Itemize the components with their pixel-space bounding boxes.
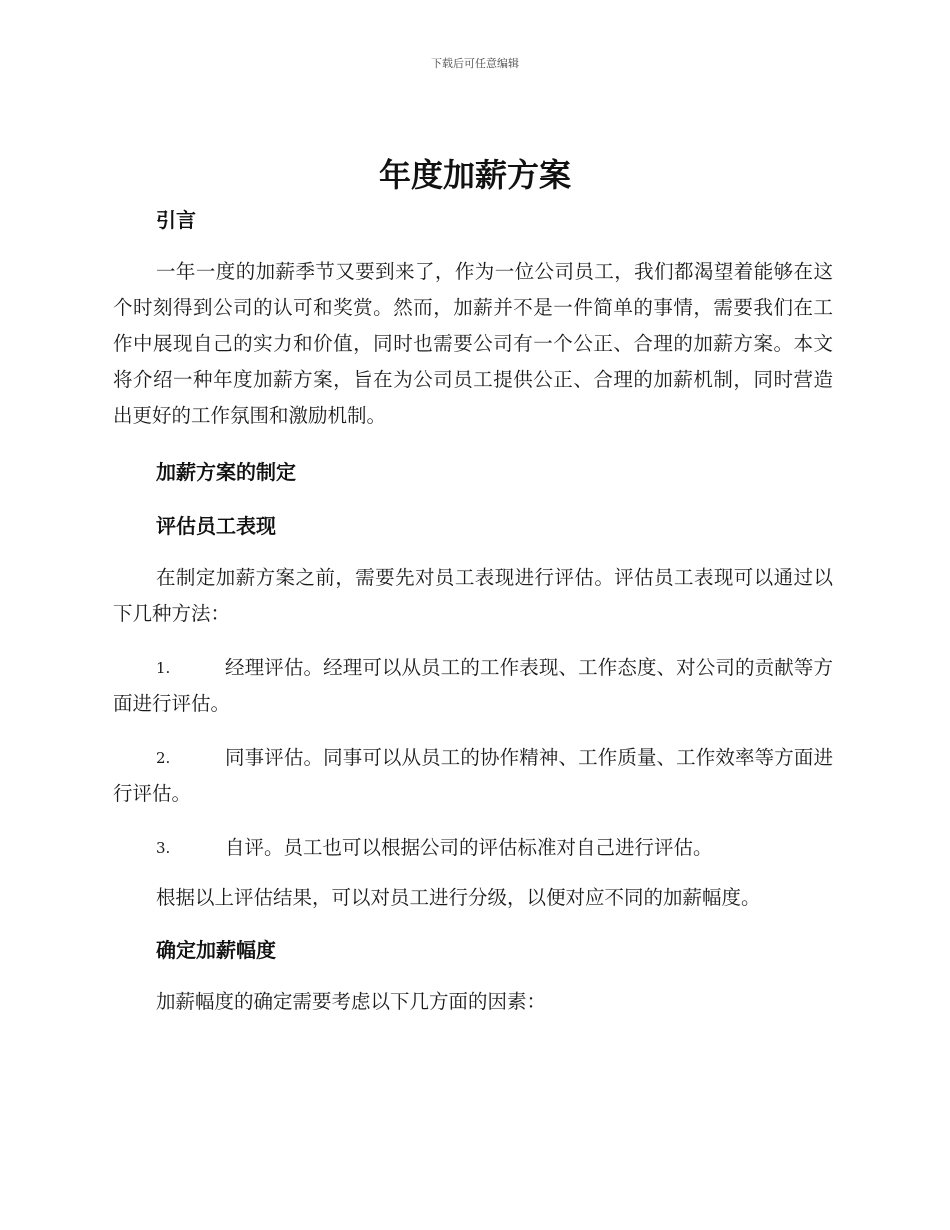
list-item — [113, 740, 833, 812]
document-title: 年度加薪方案 — [378, 156, 571, 194]
grading-paragraph: 根据以上评估结果，可以对员工进行分级，以便对应不同的加薪幅度。 — [156, 886, 761, 909]
section-heading-intro: 引言 — [156, 208, 196, 232]
list-item-text: 自评。员工也可以根据公司的评估标准对自己进行评估。 — [225, 836, 713, 859]
list-item-text: 同事评估。同事可以从员工的协作精神、工作质量、工作效率等方面进行评估。 — [113, 746, 833, 805]
document-body — [113, 200, 833, 1020]
section-heading-raise: 确定加薪幅度 — [156, 938, 276, 962]
section-heading-plan: 加薪方案的制定 — [156, 460, 296, 484]
header-note: 下载后可任意编辑 — [431, 57, 519, 70]
list-item-text: 经理评估。经理可以从员工的工作表现、工作态度、对公司的贡献等方面进行评估。 — [113, 656, 833, 715]
list-item — [113, 830, 833, 866]
list-number: 1. — [156, 659, 171, 677]
list-item — [113, 650, 833, 722]
section-heading-evaluation: 评估员工表现 — [156, 514, 276, 538]
evaluation-paragraph: 在制定加薪方案之前，需要先对员工表现进行评估。评估员工表现可以通过以下几种方法： — [113, 566, 833, 625]
list-number: 3. — [156, 839, 171, 857]
intro-paragraph: 一年一度的加薪季节又要到来了，作为一位公司员工，我们都渴望着能够在这个时刻得到公司的认可和奖赏。然而，加薪并不是一件简单的事情，需要我们在工作中展现自己的实力和价值，同时也需要公司有一个公正、合理的加薪方案。本文将介绍一种年度加薪方案，旨在为公司员工提供公正、合理的加薪机制，同时营造出更好的工作氛围和激励机制。 — [113, 260, 833, 427]
raise-paragraph: 加薪幅度的确定需要考虑以下几方面的因素： — [156, 990, 547, 1013]
list-number: 2. — [156, 749, 171, 767]
